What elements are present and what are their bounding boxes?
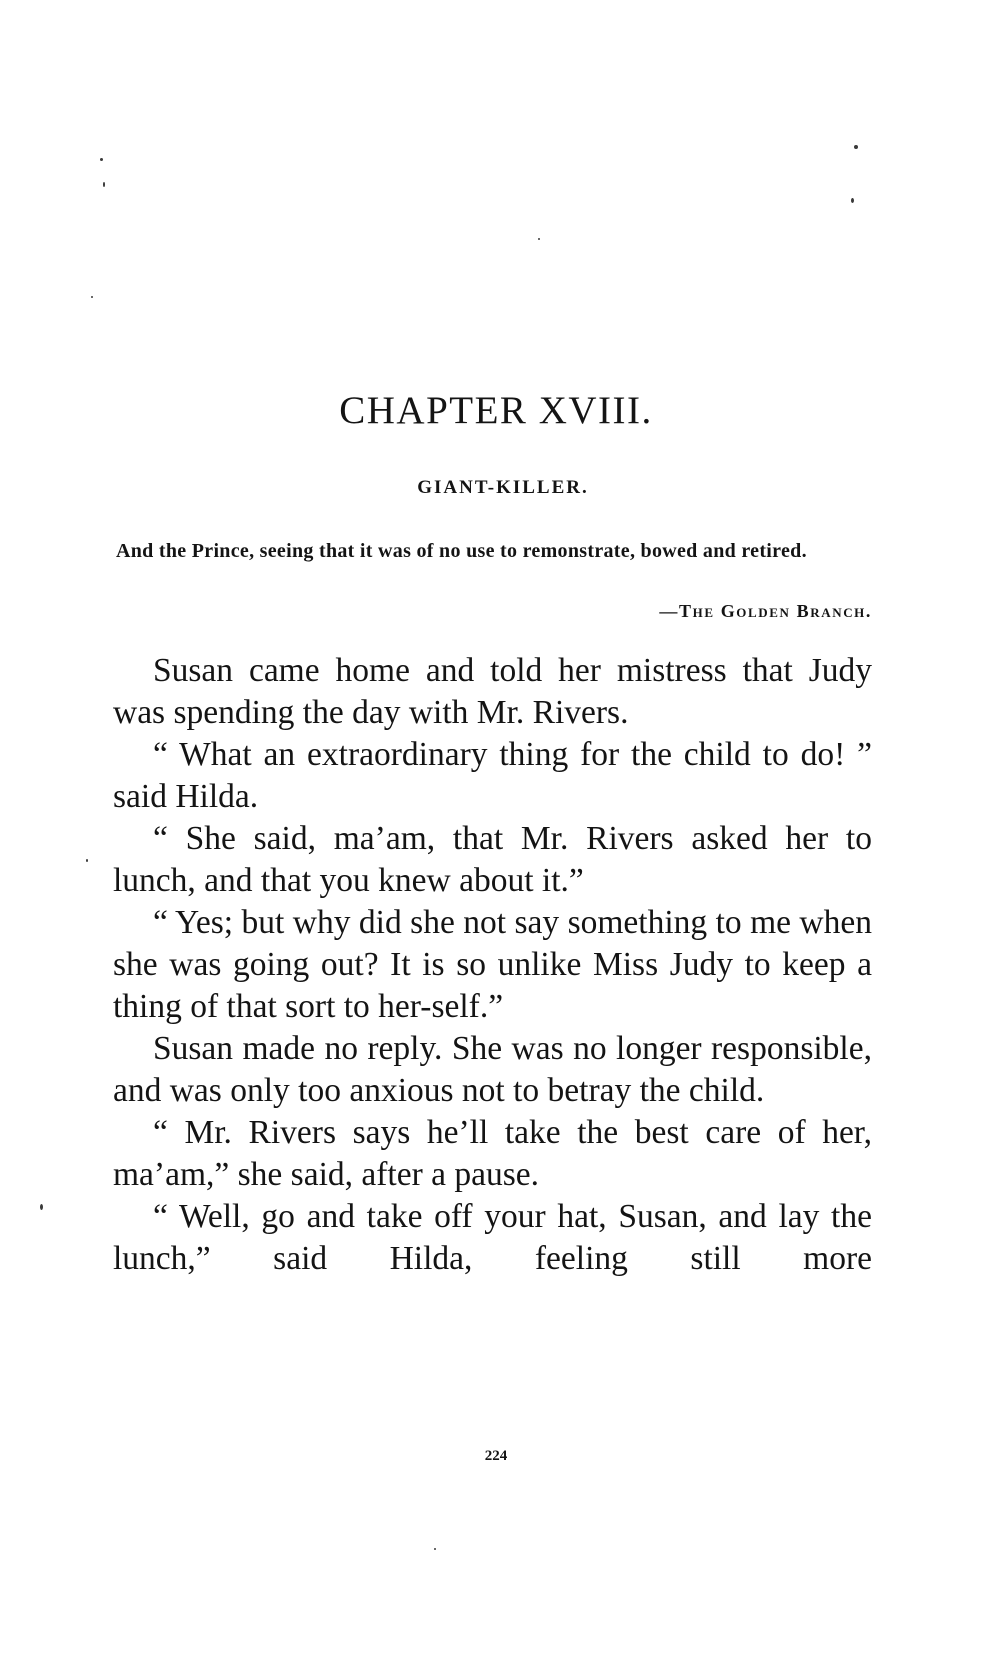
epigraph-source: —The Golden Branch.: [659, 601, 872, 621]
scan-speck: [851, 198, 854, 203]
scan-speck: [434, 1548, 436, 1550]
paragraph: Susan came home and told her mistress that Judy was spending the day with Mr. Rivers.: [113, 652, 872, 731]
chapter-body: [113, 650, 872, 1280]
page-number: 224: [484, 1448, 508, 1464]
paragraph: Susan made no reply. She was no longer responsible, and was only too anxious not to betray the child.: [113, 1030, 872, 1109]
chapter-title: CHAPTER XVIII.: [339, 389, 653, 432]
scan-speck: [103, 182, 105, 187]
paragraph: “ She said, ma’am, that Mr. Rivers asked her to lunch, and that you knew about it.”: [113, 820, 872, 899]
scan-speck: [91, 296, 93, 298]
scan-speck: [86, 859, 88, 862]
scan-speck: [100, 158, 103, 161]
scan-speck: [40, 1204, 43, 1210]
paragraph: “ Yes; but why did she not say something to me when she was going out? It is so unlike Miss Judy to keep a thing of that sort to her-self.”: [113, 904, 872, 1025]
paragraph: “ Mr. Rivers says he’ll take the best care of her, ma’am,” she said, after a pause.: [113, 1114, 872, 1193]
scan-speck: [854, 145, 858, 149]
paragraph: “ Well, go and take off your hat, Susan, and lay the lunch,” said Hilda, feeling still more: [113, 1198, 872, 1277]
scan-speck: [538, 238, 540, 240]
paragraph: “ What an extraordinary thing for the child to do! ” said Hilda.: [113, 736, 872, 815]
chapter-subtitle: GIANT-KILLER.: [417, 477, 589, 498]
epigraph-quote: And the Prince, seeing that it was of no use to remonstrate, bowed and retired.: [116, 540, 807, 562]
